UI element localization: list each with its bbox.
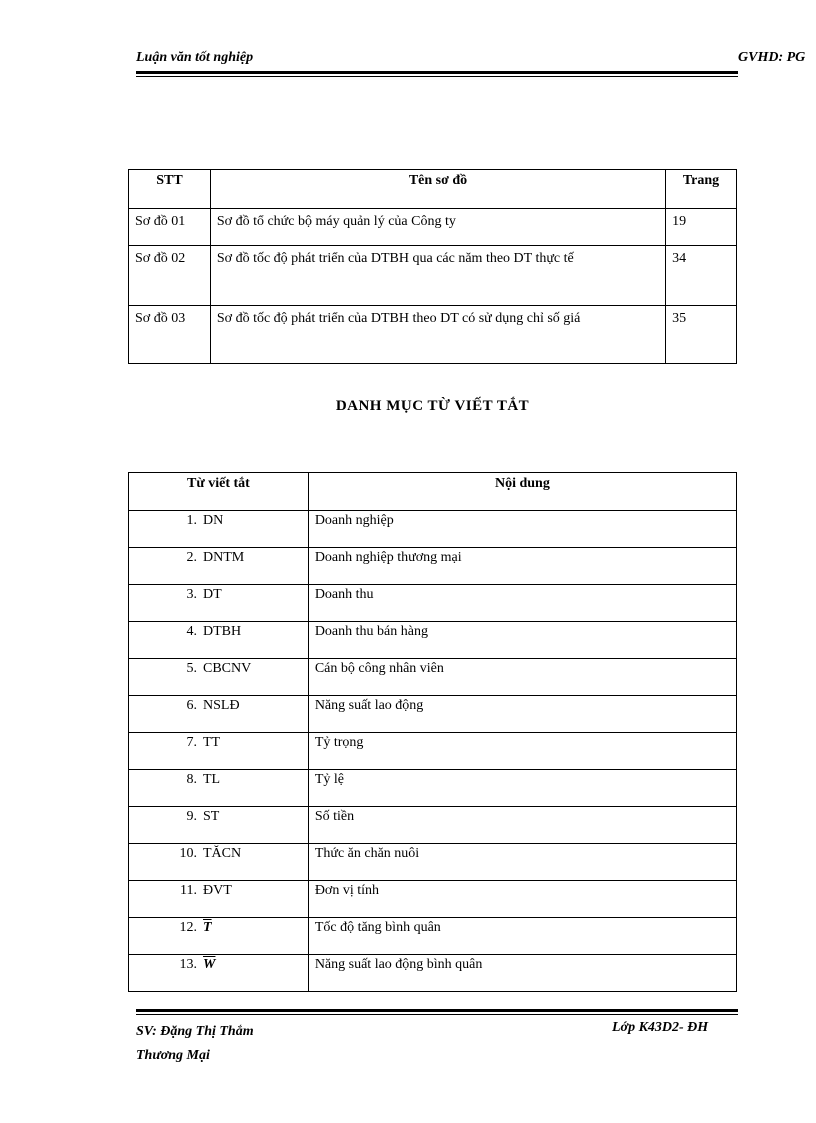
abbr-text: DNTM [203, 550, 245, 565]
abbr-text: NSLĐ [203, 698, 240, 713]
table-header-row [129, 170, 737, 209]
diagram-list-table [128, 169, 737, 364]
footer-student [136, 1020, 254, 1068]
table-row [129, 246, 737, 306]
abbr-text: DT [203, 587, 222, 602]
abbr-number: 1. [186, 513, 197, 528]
abbr-meaning: Năng suất lao động bình quân [308, 955, 736, 992]
abbr-number: 10. [179, 846, 197, 861]
table-row [129, 807, 737, 844]
abbr-text: TĂCN [203, 846, 242, 861]
abbr-number: 2. [186, 550, 197, 565]
abbr-cell [129, 659, 309, 696]
abbr-text: CBCNV [203, 661, 252, 676]
abbr-number: 7. [186, 735, 197, 750]
abbr-cell [129, 585, 309, 622]
table-row [129, 585, 737, 622]
abbr-cell [129, 844, 309, 881]
footer-university: Thương Mại [136, 1048, 210, 1063]
header-advisor: GVHD: PG [738, 50, 806, 65]
abbr-symbol-w-bar: $\overline{W}$ [203, 957, 216, 972]
table-row [129, 548, 737, 585]
diagram-name: Sơ đồ tổ chức bộ máy quản lý của Công ty [210, 209, 665, 246]
table-row [129, 306, 737, 364]
abbr-text: ĐVT [203, 883, 232, 898]
abbr-cell [129, 511, 309, 548]
diagram-stt: Sơ đồ 02 [129, 246, 211, 306]
abbr-number: 13. [179, 957, 197, 972]
abbr-text: DN [203, 513, 224, 528]
abbr-meaning: Năng suất lao động [308, 696, 736, 733]
table-row [129, 844, 737, 881]
header-rule-thick [136, 71, 738, 74]
abbr-meaning: Doanh thu bán hàng [308, 622, 736, 659]
abbr-meaning: Tỷ lệ [308, 770, 736, 807]
abbr-meaning: Thức ăn chăn nuôi [308, 844, 736, 881]
abbr-text: ST [203, 809, 220, 824]
diagram-page: 34 [666, 246, 737, 306]
table-row [129, 881, 737, 918]
abbr-text: TL [203, 772, 221, 787]
header-page: Trang [666, 170, 737, 209]
table-header-row [129, 473, 737, 511]
abbr-meaning: Tốc độ tăng bình quân [308, 918, 736, 955]
table-row [129, 511, 737, 548]
abbr-cell [129, 770, 309, 807]
header-stt: STT [129, 170, 211, 209]
footer-student-name: SV: Đặng Thị Thắm [136, 1024, 254, 1039]
diagram-stt: Sơ đồ 01 [129, 209, 211, 246]
table-row [129, 696, 737, 733]
abbr-cell [129, 548, 309, 585]
abbr-number: 12. [179, 920, 197, 935]
abbr-number: 8. [186, 772, 197, 787]
abbr-cell [129, 807, 309, 844]
abbreviation-section-title: DANH MỤC TỪ VIẾT TẮT [335, 398, 530, 414]
footer-rule-thick [136, 1009, 738, 1012]
header-meaning: Nội dung [308, 473, 736, 511]
abbr-number: 11. [180, 883, 197, 898]
abbr-meaning: Cán bộ công nhân viên [308, 659, 736, 696]
abbr-symbol-t-bar: $\overline{T}$ [203, 920, 212, 935]
table-row [129, 770, 737, 807]
abbr-meaning: Đơn vị tính [308, 881, 736, 918]
table-row [129, 659, 737, 696]
abbr-cell [129, 733, 309, 770]
table-row [129, 622, 737, 659]
header-abbreviation: Từ viết tắt [129, 473, 309, 511]
header-rule-thin [136, 76, 738, 77]
abbr-number: 4. [186, 624, 197, 639]
abbr-number: 9. [186, 809, 197, 824]
diagram-stt: Sơ đồ 03 [129, 306, 211, 364]
abbr-number: 6. [186, 698, 197, 713]
footer-class: Lớp K43D2- ĐH [612, 1020, 709, 1035]
diagram-page: 35 [666, 306, 737, 364]
abbr-number: 5. [186, 661, 197, 676]
abbr-number: 3. [186, 587, 197, 602]
abbreviation-table [128, 472, 737, 992]
table-row [129, 209, 737, 246]
table-row [129, 733, 737, 770]
abbr-meaning: Doanh nghiệp thương mại [308, 548, 736, 585]
abbr-meaning: Doanh thu [308, 585, 736, 622]
abbr-cell [129, 696, 309, 733]
diagram-page: 19 [666, 209, 737, 246]
abbr-meaning: Doanh nghiệp [308, 511, 736, 548]
footer-rule-thin [136, 1014, 738, 1015]
abbr-meaning: Tỷ trọng [308, 733, 736, 770]
abbr-text: DTBH [203, 624, 242, 639]
diagram-name: Sơ đồ tốc độ phát triển của DTBH qua các năm theo DT thực tế [210, 246, 665, 306]
header-diagram-name: Tên sơ đồ [210, 170, 665, 209]
diagram-name: Sơ đồ tốc độ phát triển của DTBH theo DT có sử dụng chỉ số giá [210, 306, 665, 364]
abbr-cell [129, 881, 309, 918]
table-row [129, 918, 737, 955]
table-row [129, 955, 737, 992]
header-thesis-title: Luận văn tốt nghiệp [136, 50, 254, 65]
abbr-cell [129, 622, 309, 659]
abbr-cell [129, 955, 309, 992]
abbr-cell [129, 918, 309, 955]
abbr-meaning: Số tiền [308, 807, 736, 844]
abbr-text: TT [203, 735, 221, 750]
